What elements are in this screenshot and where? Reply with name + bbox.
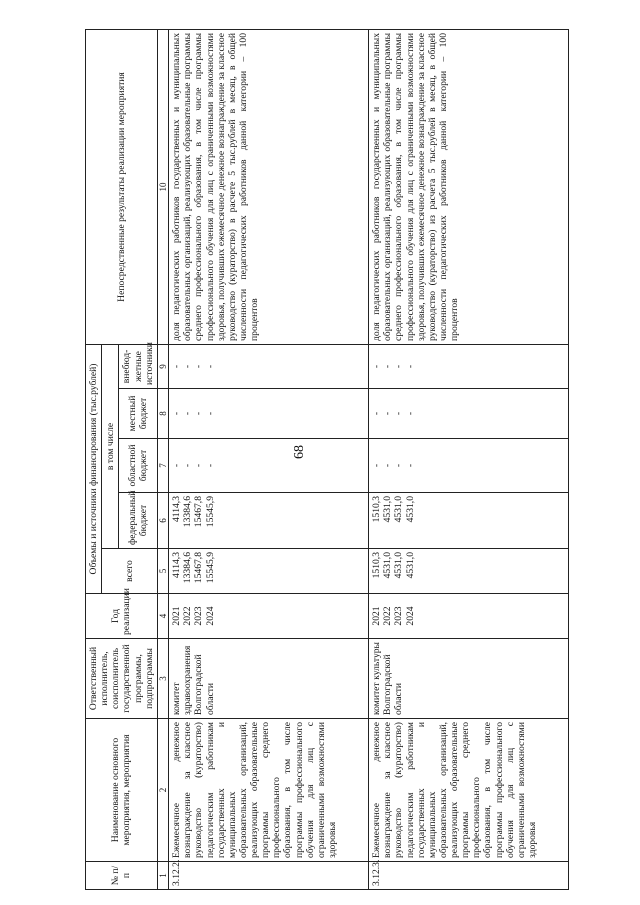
activity-name: Ежемесячное денежное вознаграждение за классное руководство (кураторство) педагогическим работникам государственных и муниципальных образовательных организаций, реализующих образовательные программы среднего профессионального образования, в том числе программы профессионального обучения для лиц с ограниченными возможностями здоровья	[369, 719, 569, 862]
federal-value: 4114,3	[171, 496, 183, 523]
year-value: 2023	[393, 606, 405, 626]
total-value: 4531,0	[404, 552, 416, 579]
year-value: 2022	[382, 606, 394, 626]
total-value: 1510,3	[371, 552, 383, 579]
federal-cell	[169, 493, 369, 549]
table-row	[169, 29, 369, 889]
total-value: 4531,0	[393, 552, 405, 579]
years-cell	[169, 594, 369, 639]
year-value: 2024	[204, 606, 216, 626]
federal-value: 4531,0	[404, 496, 416, 523]
year-value: 2021	[371, 606, 383, 626]
federal-value: 15545,9	[204, 496, 216, 528]
header-name: Наименование основного мероприятия, мероприятия	[86, 719, 158, 862]
local-value: -	[393, 411, 405, 416]
header-regional: областной бюджет	[119, 439, 157, 493]
header-num: № п/п	[86, 862, 158, 890]
header-results: Непосредственные результаты реализации мероприятия	[86, 29, 158, 344]
local-value: -	[182, 411, 194, 416]
direct-result: доля педагогических работников государственных и муниципальных образовательных организаций, реализующих образовательные программы среднего профессионального образования, в том числе программы профессионального обучения для лиц с ограниченными возможностями здоровья, получивших ежемесячное денежное вознаграждение за классное руководство (кураторство) в расчете 5 тыс.рублей в месяц, в общей численности педагогических работников данной категории – 100 процентов	[169, 29, 369, 344]
extra-value: -	[182, 364, 194, 369]
year-value: 2021	[171, 606, 183, 626]
regional-value: -	[404, 463, 416, 468]
total-value: 13384,6	[182, 552, 194, 584]
years-cell	[369, 594, 569, 639]
extra-value: -	[382, 364, 394, 369]
header-funding: Объемы и источники финансирования (тыс.рублей)	[86, 344, 102, 593]
header-federal: федеральный бюджет	[119, 493, 157, 549]
local-value: -	[371, 411, 383, 416]
total-cell	[169, 549, 369, 594]
col-number: 8	[157, 389, 168, 439]
program-activities-table	[85, 29, 569, 890]
header-including: в том числе	[102, 344, 119, 548]
col-number: 10	[157, 29, 168, 344]
regional-value: -	[393, 463, 405, 468]
year-value: 2023	[193, 606, 205, 626]
col-number: 2	[157, 719, 168, 862]
local-value: -	[404, 411, 416, 416]
extra-cell	[369, 344, 569, 388]
federal-value: 1510,3	[371, 496, 383, 523]
regional-value: -	[182, 463, 194, 468]
col-number: 1	[157, 862, 168, 890]
regional-value: -	[171, 463, 183, 468]
col-number: 4	[157, 594, 168, 639]
column-number-row	[157, 29, 168, 889]
extra-value: -	[204, 364, 216, 369]
federal-cell	[369, 493, 569, 549]
regional-value: -	[382, 463, 394, 468]
extra-value: -	[171, 364, 183, 369]
direct-result: доля педагогических работников государственных и муниципальных образовательных организаций, реализующих образовательные программы среднего профессионального образования, в том числе программы профессионального обучения для лиц с ограниченными возможностями здоровья, получивших ежемесячное денежное вознаграждение за классное руководство (кураторство) из расчета 5 тыс.рублей в месяц, в общей численности педагогических работников данной категории – 100 процентов	[369, 29, 569, 344]
total-value: 4531,0	[382, 552, 394, 579]
regional-value: -	[204, 463, 216, 468]
rotated-table-container	[85, 30, 640, 890]
local-value: -	[193, 411, 205, 416]
activity-name: Ежемесячное денежное вознаграждение за классное руководство (кураторство) педагогическим работникам государственных и муниципальных образовательных организаций, реализующих образовательные программы среднего профессионального образования, в том числе программы профессионального обучения для лиц с ограниченными возможностями здоровья	[169, 719, 369, 862]
table-row	[369, 29, 569, 889]
total-value: 15545,9	[204, 552, 216, 584]
local-value: -	[171, 411, 183, 416]
extra-value: -	[404, 364, 416, 369]
federal-value: 13384,6	[182, 496, 194, 528]
regional-cell	[169, 439, 369, 493]
page-number: 68	[292, 445, 307, 459]
federal-value: 15467,8	[193, 496, 205, 528]
col-number: 7	[157, 439, 168, 493]
year-value: 2024	[404, 606, 416, 626]
col-number: 6	[157, 493, 168, 549]
extra-value: -	[193, 364, 205, 369]
col-number: 9	[157, 344, 168, 388]
local-cell	[169, 389, 369, 439]
total-cell	[369, 549, 569, 594]
responsible-executor: комитет здравоохранения Волгоградской области	[169, 639, 369, 719]
regional-value: -	[193, 463, 205, 468]
extra-cell	[169, 344, 369, 388]
col-number: 5	[157, 549, 168, 594]
col-number: 3	[157, 639, 168, 719]
row-num: 3.12.3.	[369, 862, 569, 890]
header-responsible: Ответственный исполнитель, соисполнитель государственной программы, подпрограммы	[86, 639, 158, 719]
federal-value: 4531,0	[393, 496, 405, 523]
row-num: 3.12.2.	[169, 862, 369, 890]
total-value: 15467,8	[193, 552, 205, 584]
header-extra: внебюд-жетные источники	[119, 344, 157, 388]
local-cell	[369, 389, 569, 439]
responsible-executor: комитет культуры Волгоградской области	[369, 639, 569, 719]
federal-value: 4531,0	[382, 496, 394, 523]
regional-cell	[369, 439, 569, 493]
extra-value: -	[371, 364, 383, 369]
local-value: -	[204, 411, 216, 416]
regional-value: -	[371, 463, 383, 468]
year-value: 2022	[182, 606, 194, 626]
total-value: 4114,3	[171, 552, 183, 579]
extra-value: -	[393, 364, 405, 369]
header-total: всего	[102, 549, 158, 594]
header-local: местный бюджет	[119, 389, 157, 439]
local-value: -	[382, 411, 394, 416]
header-year: Год реализации	[86, 594, 158, 639]
